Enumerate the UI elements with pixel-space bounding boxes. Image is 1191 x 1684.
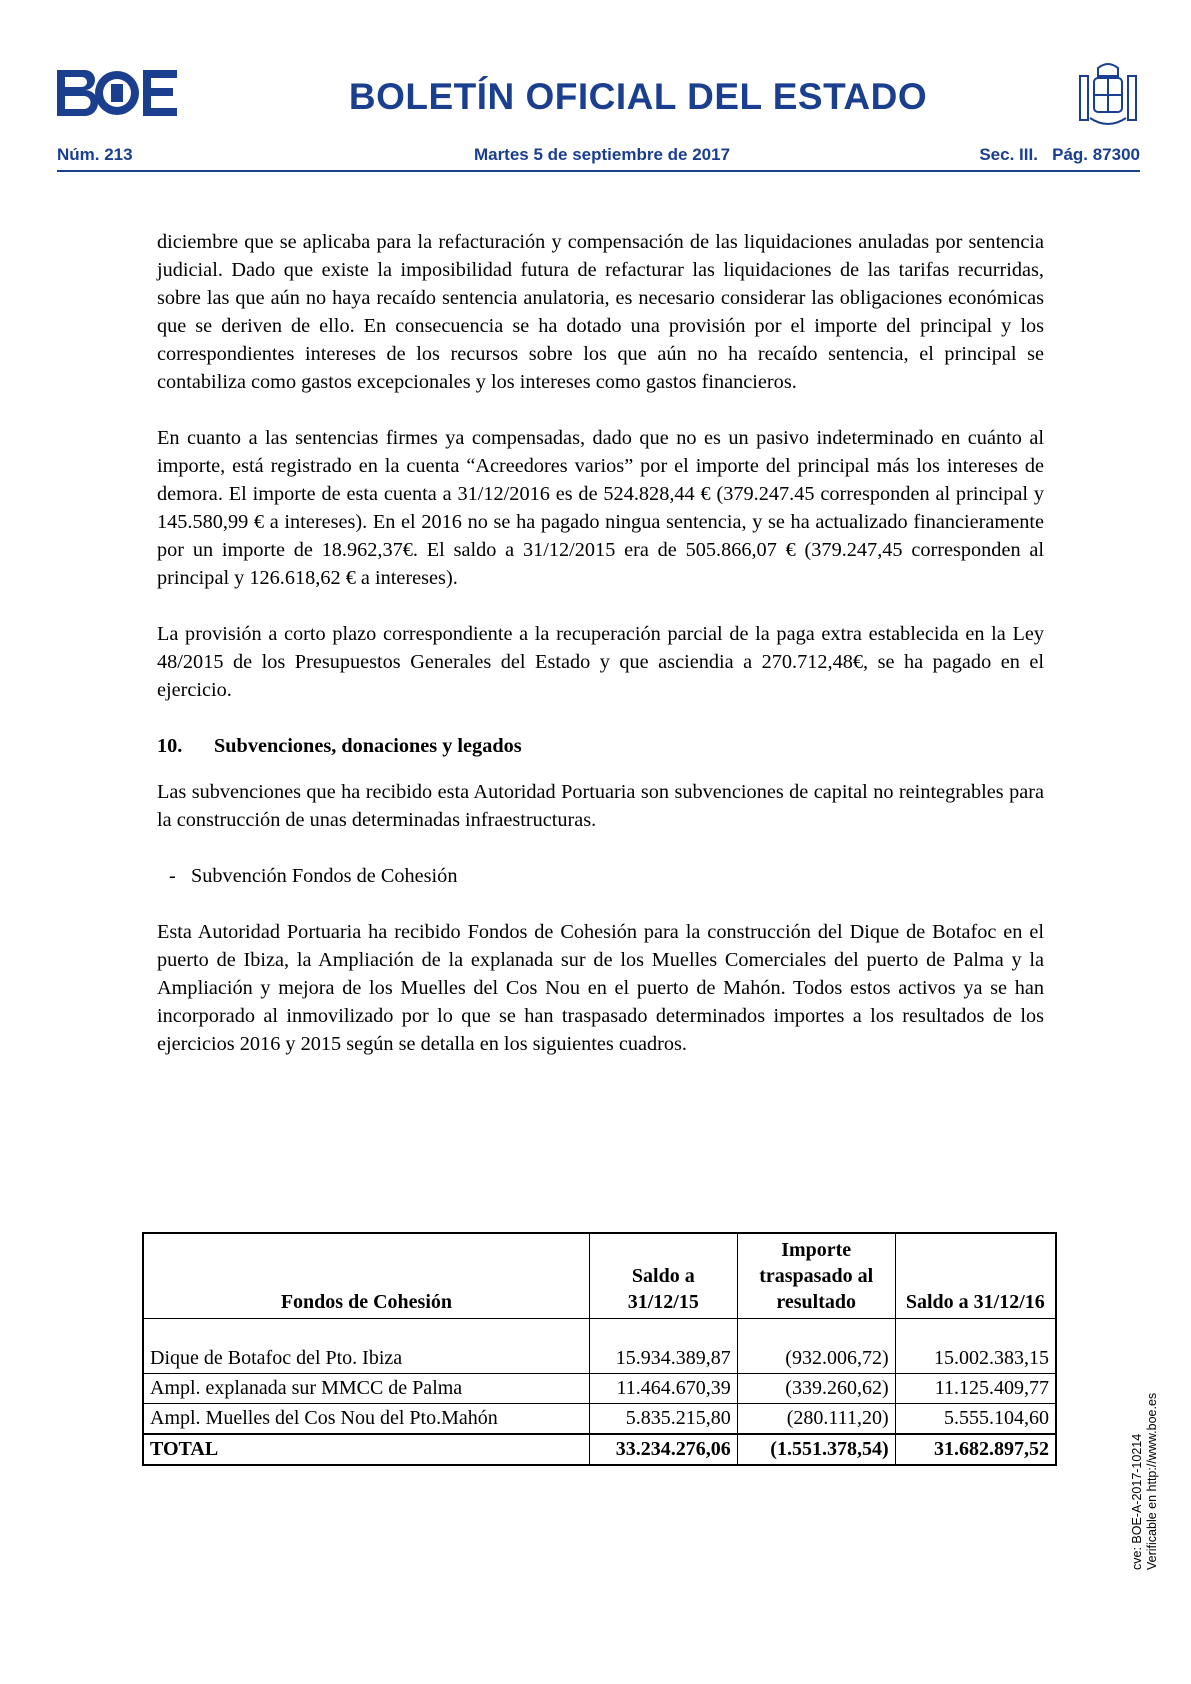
bullet-dash: - xyxy=(169,865,176,887)
list-item-text: Subvención Fondos de Cohesión xyxy=(191,865,458,887)
table-cell: (280.111,20) xyxy=(737,1404,895,1435)
document-body xyxy=(157,228,1044,1086)
table-cell: 33.234.276,06 xyxy=(589,1434,737,1465)
list-item xyxy=(169,862,1044,890)
paragraph: Las subvenciones que ha recibido esta Autoridad Portuaria son subvenciones de capital no reintegrables para la construcción de unas determinadas infraestructuras. xyxy=(157,781,1044,831)
column-header: Saldo a 31/12/16 xyxy=(895,1233,1056,1319)
table-cell: Ampl. Muelles del Cos Nou del Pto.Mahón xyxy=(143,1404,589,1435)
table-cell: TOTAL xyxy=(143,1434,589,1465)
paragraph: diciembre que se aplicaba para la refacturación y compensación de las liquidaciones anuladas por sentencia judicial. Dado que existe la imposibilidad futura de refacturar las liquidaciones de las tarifas recurridas, sobre las que aún no haya recaído sentencia anulatoria, es necesario considerar las obligaciones económicas que se deriven de ello. En consecuencia se ha dotado una provisión por el importe del principal y los correspondientes intereses de los recursos sobre los que aún no ha recaído sentencia, el principal se contabiliza como gastos excepcionales y los intereses como gastos financieros. xyxy=(157,231,1044,393)
cve-code: cve: BOE-A-2017-10214 xyxy=(1130,1433,1144,1570)
table-cell: 15.002.383,15 xyxy=(895,1319,1056,1374)
issue-number: Núm. 213 xyxy=(57,145,133,164)
table-cell: (932.006,72) xyxy=(737,1319,895,1374)
section-title: Subvenciones, donaciones y legados xyxy=(214,735,522,757)
table-row xyxy=(143,1404,1056,1435)
table-cell: 5.835.215,80 xyxy=(589,1404,737,1435)
table-cell: Dique de Botafoc del Pto. Ibiza xyxy=(143,1319,589,1374)
paragraph: En cuanto a las sentencias firmes ya compensadas, dado que no es un pasivo indeterminado en cuánto al importe, está registrado en la cuenta “Acreedores varios” por el importe del principal más los intereses de demora. El importe de esta cuenta a 31/12/2016 es de 524.828,44 € (379.247.45 corresponden al principal y 145.580,99 € a intereses). En el 2016 no se ha pagado ningua sentencia, y se ha actualizado financieramente por un importe de 18.962,37€. El saldo a 31/12/2015 era de 505.866,07 € (379.247,45 corresponden al principal y 126.618,62 € a intereses). xyxy=(157,427,1044,589)
section-heading xyxy=(157,732,1044,760)
cohesion-funds-table xyxy=(142,1232,1057,1466)
table-cell: (1.551.378,54) xyxy=(737,1434,895,1465)
coat-of-arms-icon xyxy=(1076,62,1140,130)
page-title: BOLETÍN OFICIAL DEL ESTADO xyxy=(348,76,928,117)
table-row xyxy=(143,1374,1056,1404)
column-header: Saldo a 31/12/15 xyxy=(589,1233,737,1319)
table-cell: 11.464.670,39 xyxy=(589,1374,737,1404)
table-cell: 31.682.897,52 xyxy=(895,1434,1056,1465)
table-header-row xyxy=(143,1233,1056,1319)
table-cell: 5.555.104,60 xyxy=(895,1404,1056,1435)
column-header: Fondos de Cohesión xyxy=(143,1233,589,1319)
table-cell: 15.934.389,87 xyxy=(589,1319,737,1374)
paragraph: La provisión a corto plazo correspondiente a la recuperación parcial de la paga extra establecida en la Ley 48/2015 de los Presupuestos Generales del Estado y que asciendia a 270.712,48€, se ha pagado en el ejercicio. xyxy=(157,623,1044,701)
page-header xyxy=(57,62,1140,132)
table-total-row xyxy=(143,1434,1056,1465)
issue-date: Martes 5 de septiembre de 2017 xyxy=(473,145,731,164)
section-number: 10. xyxy=(157,735,183,757)
column-header: Importe traspasado al resultado xyxy=(737,1233,895,1319)
paragraph: Esta Autoridad Portuaria ha recibido Fondos de Cohesión para la construcción del Dique de Botafoc en el puerto de Ibiza, la Ampliación de la explanada sur de los Muelles Comerciales del puerto de Palma y la Ampliación y mejora de los Muelles del Cos Nou en el puerto de Mahón. Todos estos activos ya se han incorporado al inmovilizado por lo que se han traspasado determinados importes a los resultados de los ejercicios 2016 y 2015 según se detalla en los siguientes cuadros. xyxy=(157,921,1044,1055)
table-row xyxy=(143,1319,1056,1374)
section-page: Sec. III. Pág. 87300 xyxy=(979,145,1140,164)
table-cell: Ampl. explanada sur MMCC de Palma xyxy=(143,1374,589,1404)
header-divider xyxy=(57,170,1140,172)
table-cell: 11.125.409,77 xyxy=(895,1374,1056,1404)
verification-note xyxy=(1130,1393,1160,1570)
verification-link[interactable]: Verificable en http://www.boe.es xyxy=(1145,1392,1159,1570)
table-cell: (339.260,62) xyxy=(737,1374,895,1404)
boe-logo xyxy=(57,70,177,116)
